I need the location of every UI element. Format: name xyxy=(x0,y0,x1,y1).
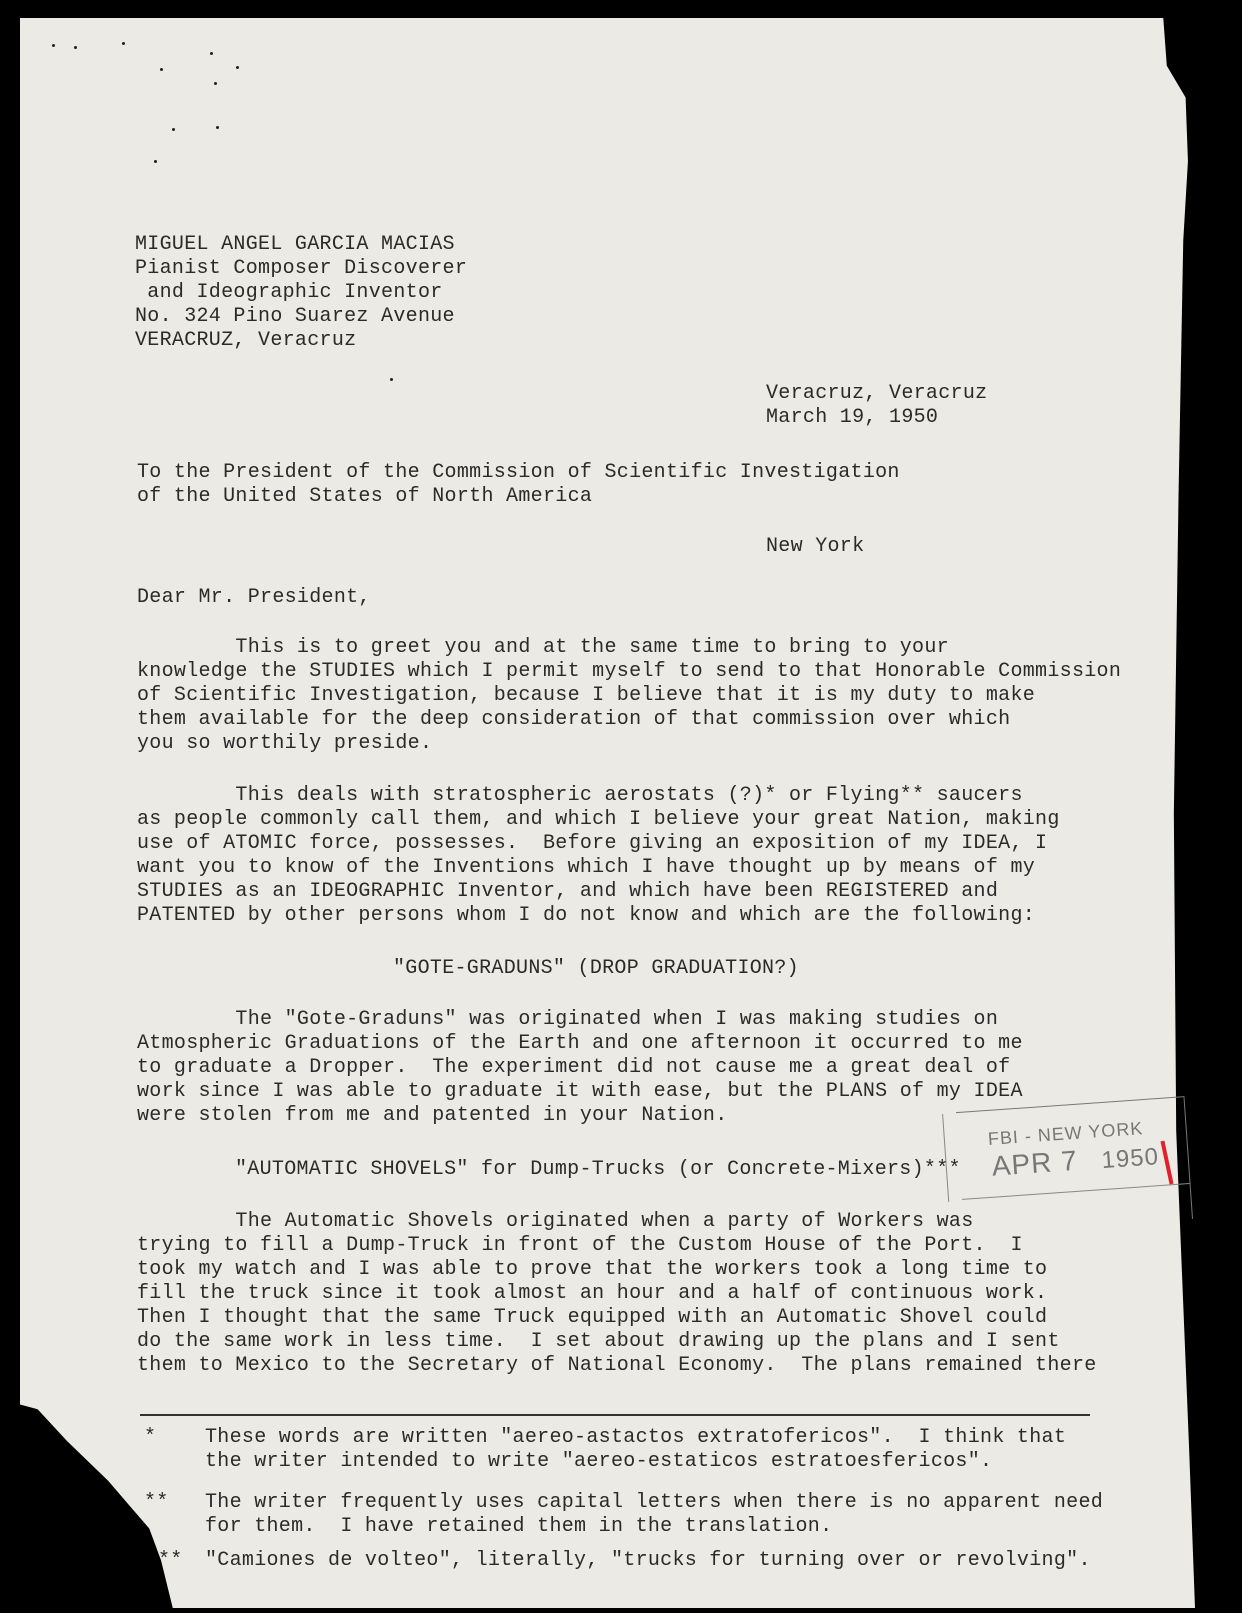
footnote-2 xyxy=(205,1491,1103,1539)
letterhead-line: MIGUEL ANGEL GARCIA MACIAS xyxy=(135,233,455,256)
paragraph-greeting xyxy=(137,636,1121,756)
body-line: The "Gote-Graduns" was originated when I was making studies on xyxy=(137,1008,999,1031)
footnote-3 xyxy=(205,1549,1091,1573)
letterhead-line: and Ideographic Inventor xyxy=(135,281,443,304)
heading-automatic-shovels: "AUTOMATIC SHOVELS" for Dump-Trucks (or Concrete-Mixers)*** xyxy=(235,1158,961,1181)
body-line: as people commonly call them, and which I believe your great Nation, making xyxy=(137,808,1060,831)
body-line: PATENTED by other persons whom I do not know and which are the following: xyxy=(137,904,1036,927)
body-line: STUDIES as an IDEOGRAPHIC Inventor, and which have been REGISTERED and xyxy=(137,880,999,903)
red-ink-mark xyxy=(1160,1141,1173,1185)
paragraph-automatic-shovels xyxy=(137,1210,1097,1378)
body-line: trying to fill a Dump-Truck in front of the Custom House of the Port. I xyxy=(137,1234,1023,1257)
footnote-divider xyxy=(140,1414,1090,1416)
letterhead-line: Pianist Composer Discoverer xyxy=(135,257,468,280)
footnote-line: The writer frequently uses capital letters when there is no apparent need xyxy=(205,1491,1104,1514)
body-line: Then I thought that the same Truck equipped with an Automatic Shovel could xyxy=(137,1306,1048,1329)
ink-speck xyxy=(216,126,219,129)
footnote-line: These words are written "aereo-astactos extratofericos". I think that xyxy=(205,1426,1067,1449)
ink-speck xyxy=(210,52,213,55)
recipient-city: New York xyxy=(766,535,865,558)
fbi-received-stamp xyxy=(956,1096,1193,1235)
stamp-date: APR 7 xyxy=(990,1144,1079,1182)
footnote-1 xyxy=(205,1426,1066,1474)
ink-speck xyxy=(236,66,239,69)
letterhead xyxy=(135,233,467,353)
footnote-marker: * xyxy=(144,1426,157,1449)
body-line: The Automatic Shovels originated when a party of Workers was xyxy=(137,1210,974,1233)
paragraph-gote-graduns xyxy=(137,1008,1023,1128)
ink-speck xyxy=(390,378,393,381)
body-line: knowledge the STUDIES which I permit myself to send to that Honorable Commission xyxy=(137,660,1122,683)
ink-speck xyxy=(160,68,163,71)
body-line: you so worthily preside. xyxy=(137,732,433,755)
letterhead-line: No. 324 Pino Suarez Avenue xyxy=(135,305,455,328)
body-line: of Scientific Investigation, because I believe that it is my duty to make xyxy=(137,684,1036,707)
body-line: took my watch and I was able to prove that the workers took a long time to xyxy=(137,1258,1048,1281)
heading-gote-graduns: "GOTE-GRADUNS" (DROP GRADUATION?) xyxy=(393,957,799,980)
salutation: Dear Mr. President, xyxy=(137,586,371,609)
body-line: to graduate a Dropper. The experiment did not cause me a great deal of xyxy=(137,1056,1011,1079)
footnote-line: "Camiones de volteo", literally, "trucks for turning over or revolving". xyxy=(205,1549,1091,1572)
ink-speck xyxy=(172,128,175,131)
body-line: want you to know of the Inventions which I have thought up by means of my xyxy=(137,856,1036,879)
body-line: them to Mexico to the Secretary of National Economy. The plans remained there xyxy=(137,1354,1097,1377)
ink-speck xyxy=(154,160,157,163)
ink-speck xyxy=(52,44,55,47)
footnote-line: the writer intended to write "aereo-estaticos estratoesfericos". xyxy=(205,1450,993,1473)
body-line: This is to greet you and at the same time to bring to your xyxy=(137,636,949,659)
dateline-place: Veracruz, Veracruz xyxy=(766,382,988,405)
body-line: This deals with stratospheric aerostats (?)* or Flying** saucers xyxy=(137,784,1023,807)
ink-speck xyxy=(214,82,217,85)
stamp-border xyxy=(962,1183,1190,1200)
body-line: Atmospheric Graduations of the Earth and one afternoon it occurred to me xyxy=(137,1032,1023,1055)
body-line: work since I was able to graduate it with ease, but the PLANS of my IDEA xyxy=(137,1080,1023,1103)
footnote-line: for them. I have retained them in the translation. xyxy=(205,1515,833,1538)
body-line: do the same work in less time. I set about drawing up the plans and I sent xyxy=(137,1330,1060,1353)
body-line: them available for the deep consideration of that commission over which xyxy=(137,708,1011,731)
ink-speck xyxy=(74,46,77,49)
body-line: use of ATOMIC force, possesses. Before giving an exposition of my IDEA, I xyxy=(137,832,1048,855)
recipient-block xyxy=(137,461,900,509)
footnote-marker: ** xyxy=(144,1491,169,1514)
recipient-line: To the President of the Commission of Scientific Investigation xyxy=(137,461,900,484)
footnote-marker: ** xyxy=(158,1549,183,1572)
letterhead-line: VERACRUZ, Veracruz xyxy=(135,329,357,352)
stamp-year: 1950 xyxy=(1100,1143,1160,1175)
body-line: were stolen from me and patented in your Nation. xyxy=(137,1104,728,1127)
dateline-date: March 19, 1950 xyxy=(766,406,939,429)
paragraph-saucers xyxy=(137,784,1060,928)
recipient-line: of the United States of North America xyxy=(137,485,593,508)
body-line: fill the truck since it took almost an hour and a half of continuous work. xyxy=(137,1282,1048,1305)
stamp-office: FBI - NEW YORK xyxy=(987,1118,1144,1149)
dateline xyxy=(766,382,987,430)
ink-speck xyxy=(122,42,125,45)
